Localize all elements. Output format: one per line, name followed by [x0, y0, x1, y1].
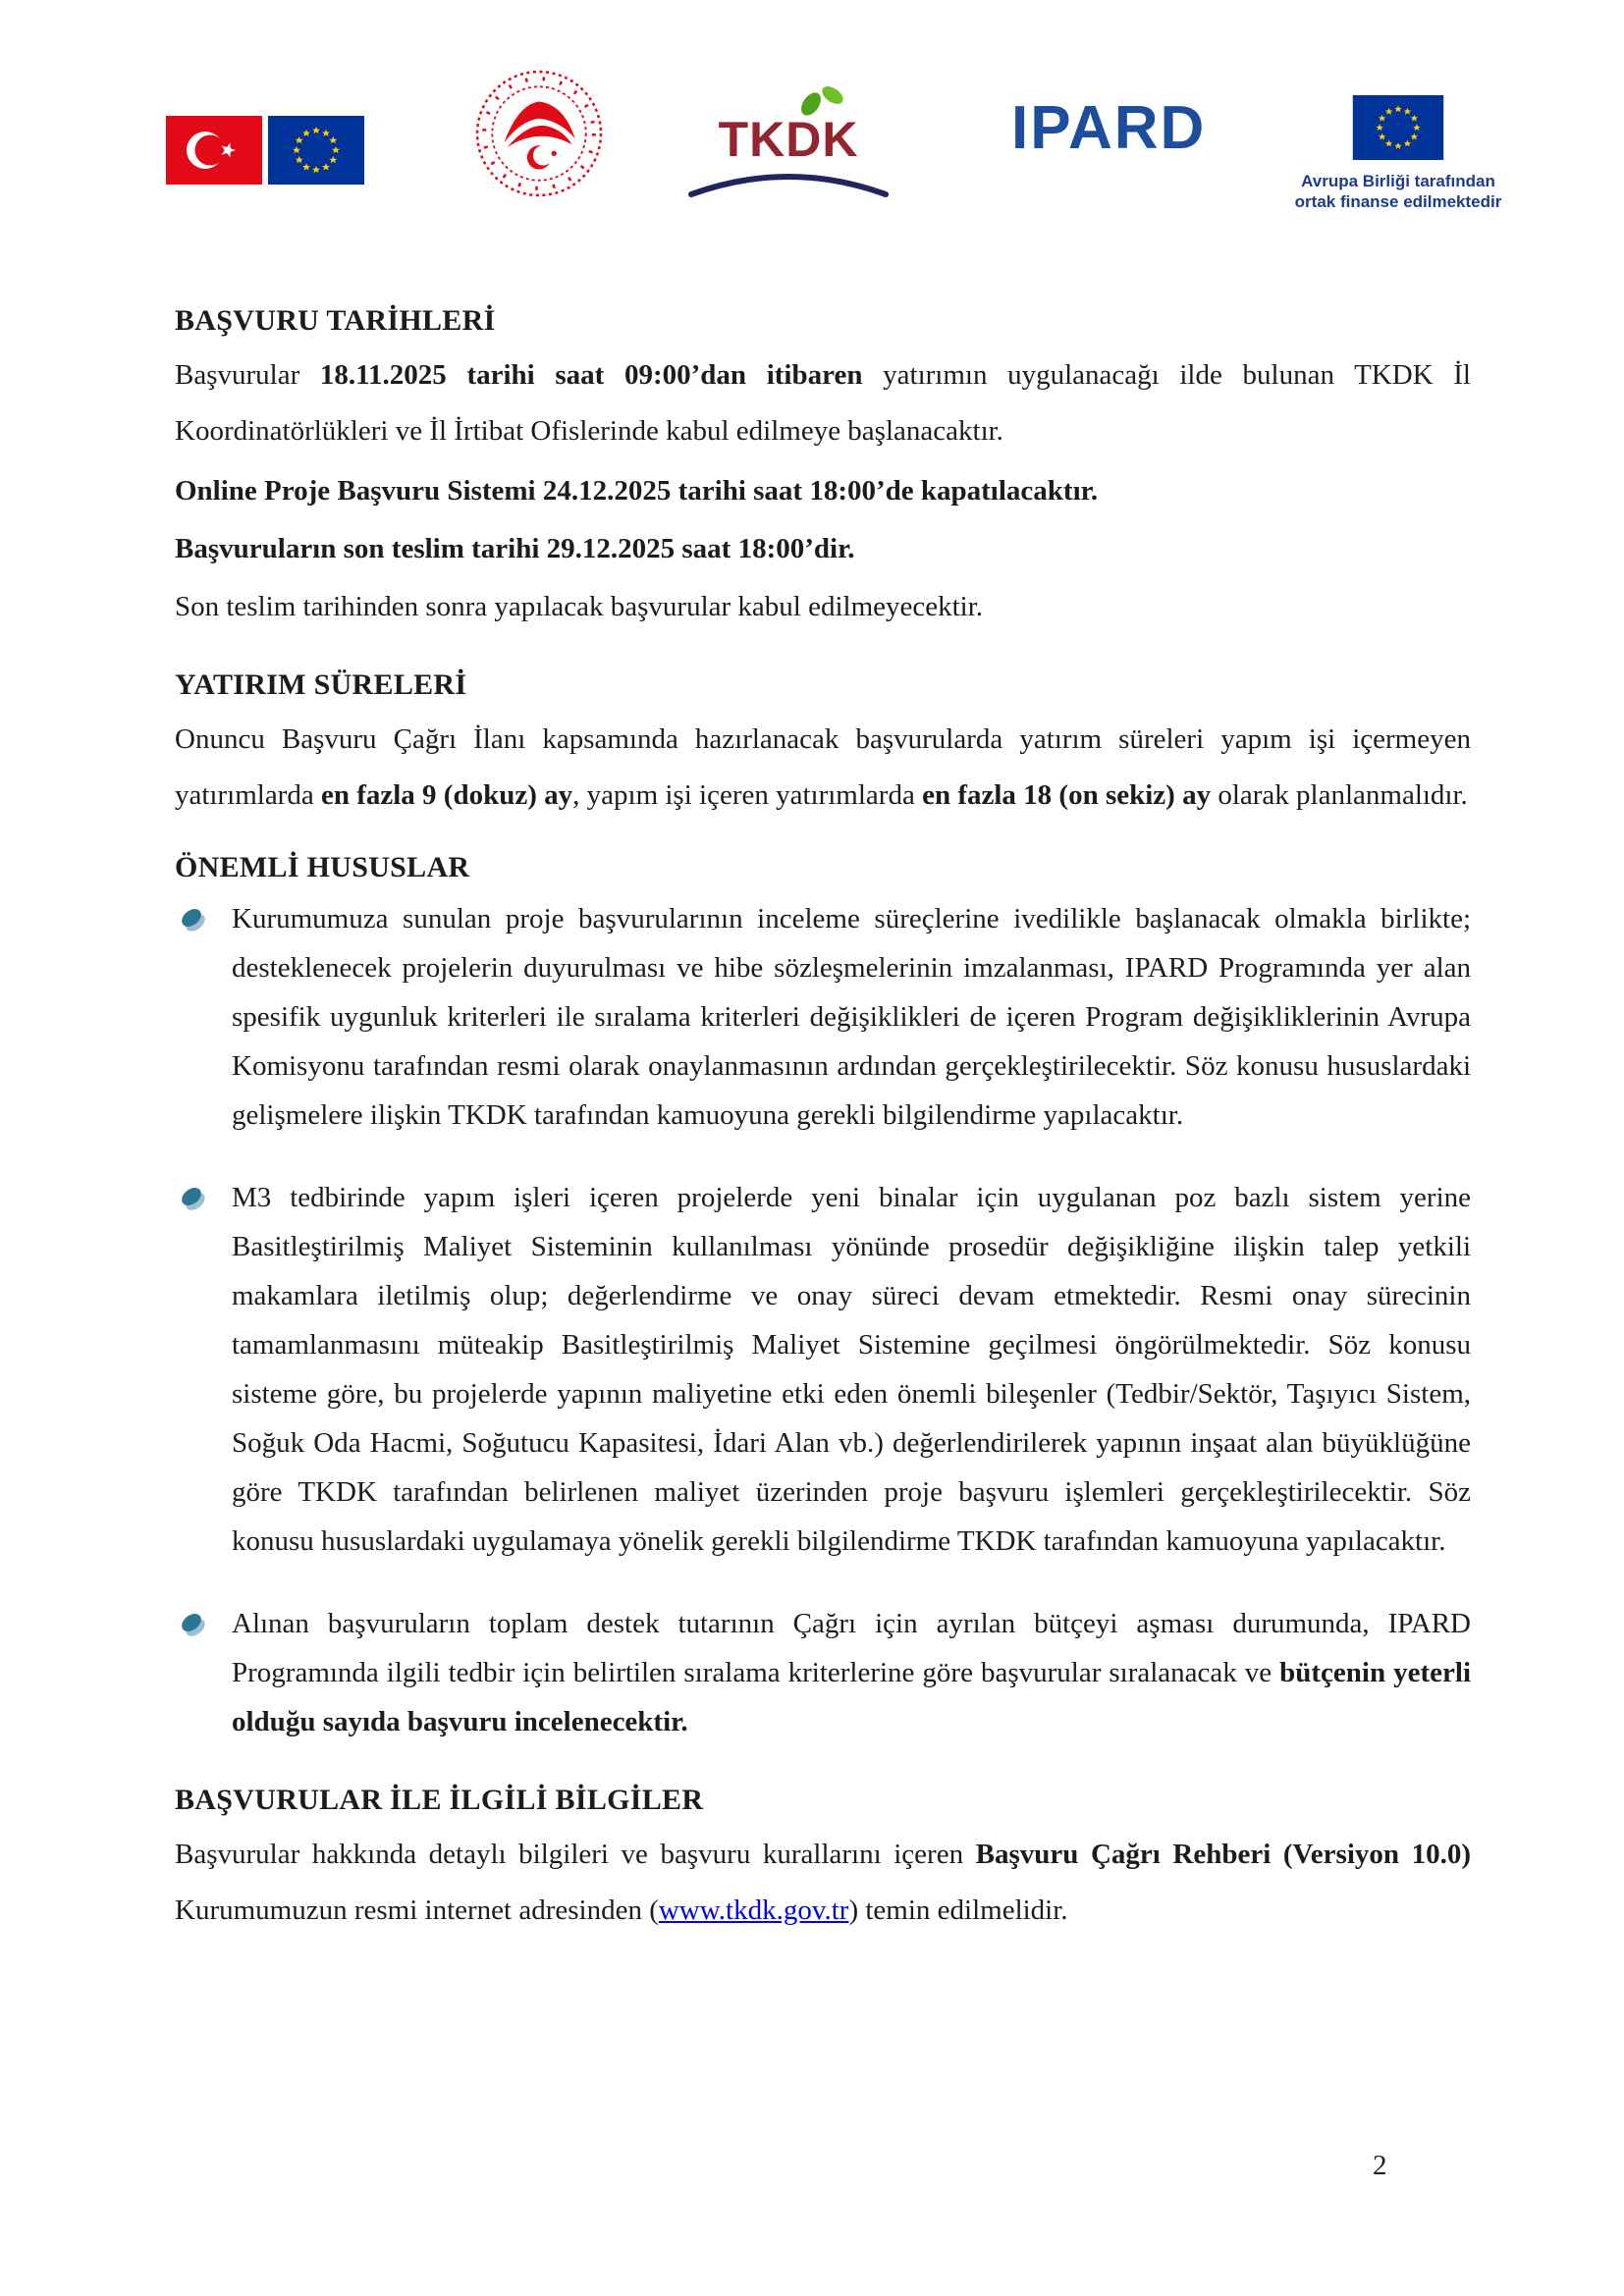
section-heading-onemli-hususlar: ÖNEMLİ HUSUSLAR	[175, 851, 470, 883]
text-segment: , yapım işi içeren yatırımlarda	[572, 779, 923, 811]
ipard-logo: IPARD	[1011, 94, 1207, 162]
link-tkdk-website[interactable]: www.tkdk.gov.tr	[658, 1895, 849, 1926]
text-segment: olarak planlanmalıdır.	[1211, 779, 1468, 811]
text-segment-bold-guide: Başvuru Çağrı Rehberi (Versiyon 10.0)	[975, 1839, 1472, 1870]
eu-cofinance-caption	[1288, 171, 1508, 212]
document-body	[0, 300, 1624, 1939]
text-segment-bold-budget: bütçenin yeterli olduğu sayıda başvuru incelenecektir.	[232, 1657, 1471, 1737]
section-heading-basvurular-bilgiler: BAŞVURULAR İLE İLGİLİ BİLGİLER	[175, 1784, 704, 1816]
bullet-icon-col	[175, 894, 232, 1140]
text-segment: Alınan başvuruların toplam destek tutarının Çağrı için ayrılan bütçeyi aşması durumunda, IPARD Programında ilgili tedbir için belirtilen sıralama kriterlerine göre başvurular sıralanacak ve	[232, 1608, 1471, 1688]
tkdk-logo-text: TKDK	[718, 112, 859, 167]
text-segment: Başvurular hakkında detaylı bilgileri ve başvuru kurallarını içeren	[175, 1839, 976, 1870]
text-segment: yatırımın uygulanacağı ilde bulunan TKDK İl Koordinatörlükleri ve İl İrtibat Ofislerinde kabul edilmeye başlanacaktır.	[175, 359, 1471, 447]
tkdk-arc-icon	[687, 165, 890, 198]
leaf-bullet-icon	[175, 1609, 212, 1640]
eu-flag-icon	[268, 116, 364, 185]
flag-pair	[166, 116, 364, 185]
tkdk-leaves-icon	[789, 79, 852, 122]
eu-cofinance-caption-line2: ortak finanse edilmektedir	[1294, 192, 1502, 211]
bullet-text-3	[232, 1599, 1471, 1746]
bullet-icon-col	[175, 1599, 232, 1746]
leaf-bullet-icon	[175, 1183, 212, 1214]
bullet-text-1: Kurumumuza sunulan proje başvurularının inceleme süreçlerine ivedilikle başlanacak olmakla birlikte; desteklenecek projelerin duyurulması ve hibe sözleşmelerinin imzalanması, IPARD Programında yer alan spesifik uygunluk kriterleri ile sıralama kriterleri değişiklikleri de içeren Program değişikliklerinin Avrupa Komisyonu tarafından resmi olarak onaylanmasının ardından gerçekleştirilecektir. Söz konusu hususlardaki gelişmelere ilişkin TKDK tarafından kamuoyuna gerekli bilgilendirme yapılacaktır.	[232, 903, 1471, 1131]
paragraph-basvuru-p1	[175, 347, 1471, 459]
logo-strip	[0, 0, 1624, 236]
text-segment: ) temin edilmelidir.	[848, 1895, 1068, 1926]
section-heading-yatirim-sureleri: YATIRIM SÜRELERİ	[175, 668, 467, 701]
paragraph-yatirim-p1	[175, 712, 1471, 824]
bullet-item-1	[175, 894, 1471, 1140]
eu-cofinance-caption-line1: Avrupa Birliği tarafından	[1301, 172, 1495, 190]
bullet-item-3	[175, 1599, 1471, 1746]
eu-cofinance-block	[1288, 95, 1508, 212]
paragraph-bilgiler-p1	[175, 1827, 1471, 1939]
text-segment-bold-9-months: en fazla 9 (dokuz) ay	[320, 779, 573, 811]
turkish-flag-icon	[166, 116, 262, 185]
text-segment-bold-start-date: 18.11.2025 tarihi saat 09:00’dan itibaren	[319, 359, 863, 391]
bullet-text-2: M3 tedbirinde yapım işleri içeren projelerde yeni binalar için uygulanan poz bazlı sistem yerine Basitleştirilmiş Maliyet Sisteminin kullanılması yönünde prosedür değişikliğine ilişkin talep yetkili makamlara iletilmiş olup; değerlendirme ve onay süreci devam etmektedir. Resmi onay sürecinin tamamlanmasını müteakip Basitleştirilmiş Maliyet Sistemine geçilmesi öngörülmektedir. Söz konusu sisteme göre, bu projelerde yapının maliyetine etki eden önemli bileşenler (Tedbir/Sektör, Taşıyıcı Sistem, Soğuk Oda Hacmi, Soğutucu Kapasitesi, İdari Alan vb.) değerlendirilerek yapının inşaat alan büyüklüğüne göre TKDK tarafından belirlenen maliyet üzerinden proje başvuru işlemleri gerçekleştirilecektir. Söz konusu hususlardaki uygulamaya yönelik gerekli bilgilendirme TKDK tarafından kamuoyuna yapılacaktır.	[232, 1182, 1471, 1557]
paragraph-after-deadline: Son teslim tarihinden sonra yapılacak başvurular kabul edilmeyecektir.	[175, 591, 984, 622]
text-segment: Kurumumuzun resmi internet adresinden (	[175, 1895, 659, 1926]
page-number: 2	[1373, 2150, 1387, 2181]
section-heading-basvuru-tarihleri: BAŞVURU TARİHLERİ	[175, 304, 496, 337]
eu-flag-small-icon	[1351, 95, 1445, 160]
tkdk-logo	[687, 82, 890, 198]
bullet-item-2	[175, 1173, 1471, 1566]
text-segment: Başvurular	[175, 359, 320, 391]
paragraph-final-deadline: Başvuruların son teslim tarihi 29.12.2025 saat 18:00’dir.	[175, 533, 855, 564]
text-segment: Onuncu Başvuru Çağrı İlanı kapsamında hazırlanacak başvurularda yatırım süreleri yapım işi içermeyen yatırımlarda	[175, 723, 1471, 811]
paragraph-online-system-close: Online Proje Başvuru Sistemi 24.12.2025 tarihi saat 18:00’de kapatılacaktır.	[175, 475, 1099, 507]
text-segment-bold-18-months: en fazla 18 (on sekiz) ay	[922, 779, 1212, 811]
leaf-bullet-icon	[175, 904, 212, 935]
ministry-seal	[474, 69, 604, 203]
bullet-icon-col	[175, 1173, 232, 1566]
ministry-seal-icon	[474, 69, 604, 198]
